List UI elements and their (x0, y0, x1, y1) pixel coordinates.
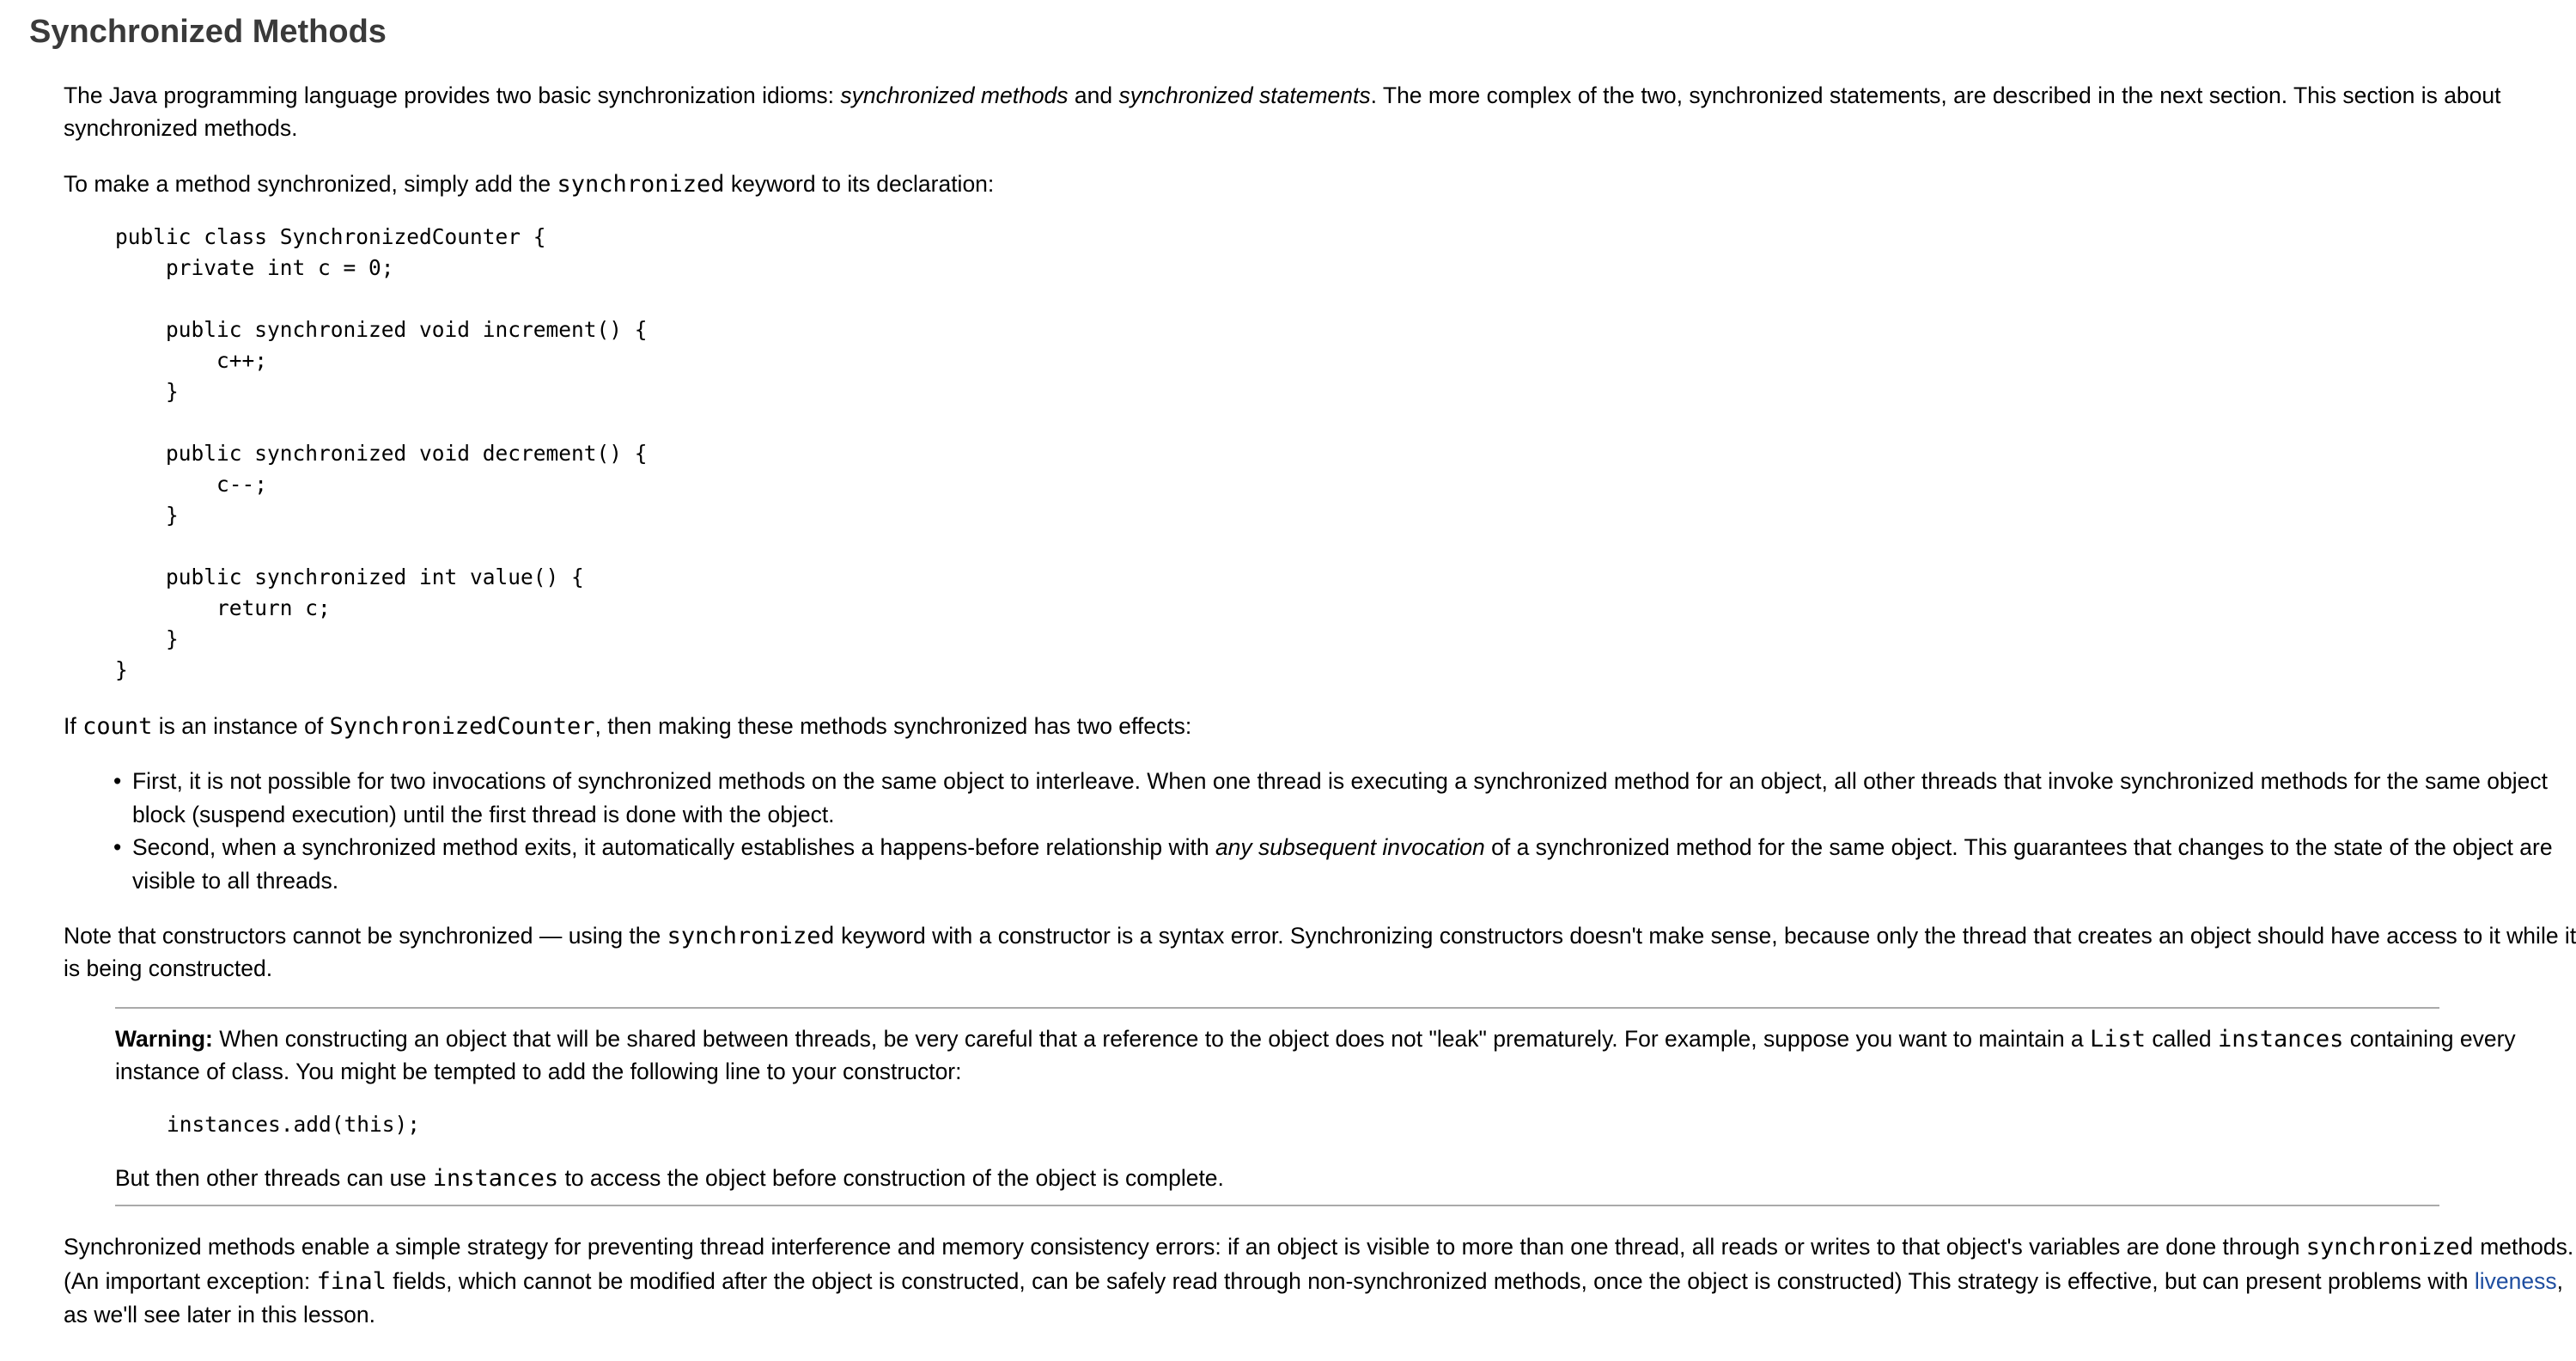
warning-line-2: instance of class. You might be tempted to add the following line to your constructor: (115, 1059, 962, 1084)
bullet-icon: • (113, 834, 122, 860)
intro-paragraph-line-2: synchronized methods. (64, 115, 298, 141)
warning-top-divider (115, 1007, 2439, 1009)
declaration-paragraph: To make a method synchronized, simply add the synchronized keyword to its declaration: (64, 171, 995, 198)
warning-after-code: But then other threads can use instances to access the object before construction of the object is complete. (115, 1165, 1224, 1192)
strategy-paragraph-line-3: as we'll see later in this lesson. (64, 1302, 375, 1327)
list-item: • First, it is not possible for two invocations of synchronized methods on the same object to interleave. When one thread is executing a synchronized method for an object, all other threads that invoke synchronized methods for the same object block (suspend execution) until the first thread is done with the object. (64, 765, 2486, 831)
warning-line-1: Warning: When constructing an object that will be shared between threads, be very careful that a reference to the object does not "leak" prematurely. For example, suppose you want to maintain a List called instances containing every (115, 1026, 2516, 1053)
warning-bottom-divider (115, 1205, 2439, 1206)
effects-paragraph: If count is an instance of SynchronizedCounter, then making these methods synchronized has two effects: (64, 713, 1192, 740)
strategy-paragraph-line-1: Synchronized methods enable a simple strategy for preventing thread interference and memory consistency errors: if an object is visible to more than one thread, all reads or writes to that object's variables are done through synchronized methods. (64, 1234, 2574, 1260)
intro-paragraph-line-1: The Java programming language provides two basic synchronization idioms: synchronized methods and synchronized statements. The more complex of the two, synchronized statements, are described in the next section. This section is about (64, 82, 2501, 108)
warning-label: Warning: (115, 1026, 213, 1052)
constructors-paragraph-line-1: Note that constructors cannot be synchronized — using the synchronized keyword with a constructor is a syntax error. Synchronizing constructors doesn't make sense, because only the thread that creates an object should have access to it while it (64, 923, 2576, 949)
warning-code-line: instances.add(this); (167, 1112, 421, 1137)
page-title: Synchronized Methods (29, 14, 387, 50)
bullet-icon: • (113, 768, 122, 794)
code-listing: public class SynchronizedCounter { private int c = 0; public synchronized void increment() { c++; } public synchronized void decrement() { c--; } public synchronized int value() { return c; } } (115, 224, 648, 682)
constructors-paragraph-line-2: is being constructed. (64, 955, 273, 981)
list-item: • Second, when a synchronized method exits, it automatically establishes a happens-before relationship with any subsequent invocation of a synchronized method for the same object. This guarantees that changes to the state of the object are visible to all threads. (64, 831, 2486, 897)
liveness-link[interactable]: liveness (2474, 1268, 2557, 1294)
strategy-paragraph-line-2: (An important exception: final fields, which cannot be modified after the object is constructed, can be safely read through non-synchronized methods, once the object is constructed) This strategy is effective, but can present problems with liveness, (64, 1268, 2563, 1295)
effects-list (64, 765, 2553, 897)
